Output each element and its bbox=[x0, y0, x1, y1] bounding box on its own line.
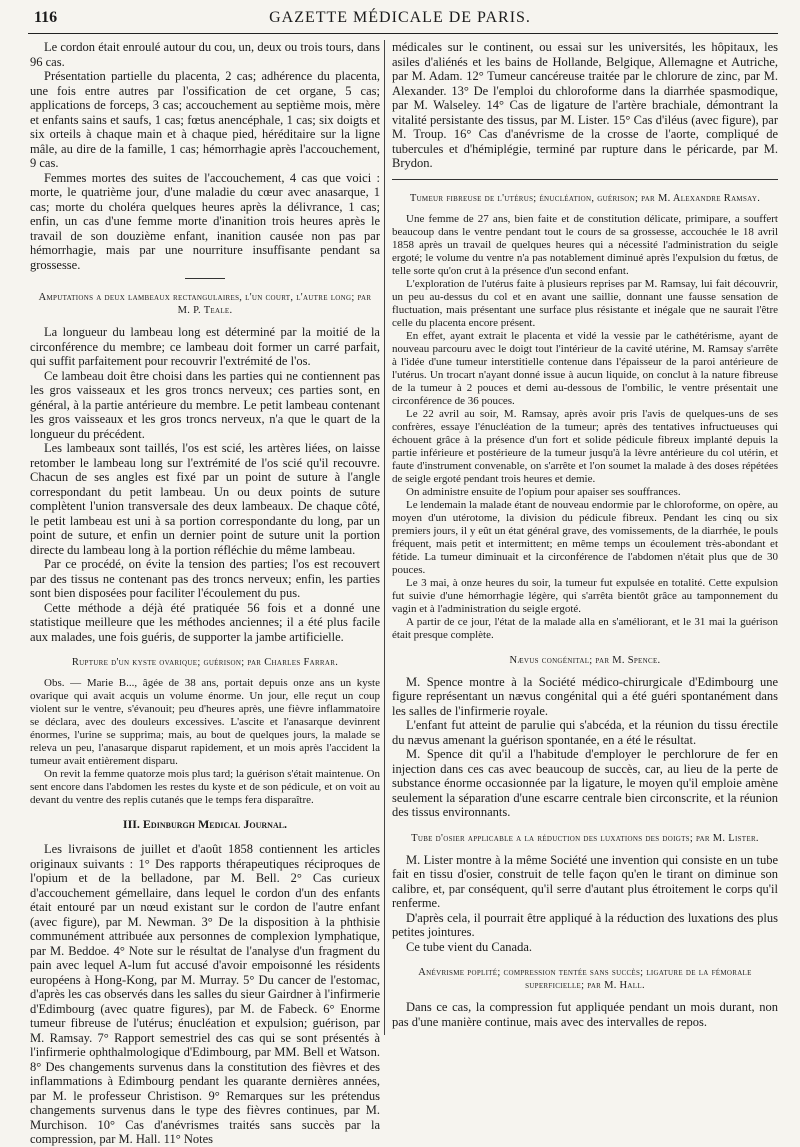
paragraph: Ce lambeau doit être choisi dans les parties qui ne contiennent pas les gros vaisseaux et les gros troncs nerveux; ces parties sont, en général, à la partie antérieure du membre. Le petit lambeau contenant les gros vaisseaux et les gros troncs nerveux, n'a que le quart de la longueur du précédent. bbox=[30, 368, 380, 441]
paragraph: Ce tube vient du Canada. bbox=[406, 939, 533, 954]
paragraph: On revit la femme quatorze mois plus tard; la guérison s'était maintenue. On sent encore dans l'abdomen les restes du kyste et de son pédicule, et on voit au devant du ventre des replis cutanés que le temps fera disparaître. bbox=[30, 768, 380, 806]
paragraph: D'après cela, il pourrait être appliqué à la réduction des luxations des plus petites jointures. bbox=[392, 910, 778, 939]
article-heading-naevus: Nævus congénital; par M. Spence. bbox=[509, 654, 661, 666]
header-rule bbox=[28, 33, 778, 34]
right-column bbox=[392, 40, 778, 1030]
article-heading-amputations: Amputations a deux lambeaux rectangulaires, l'un court, l'autre long; par M. P. Teale. bbox=[38, 292, 372, 316]
journal-title: GAZETTE MÉDICALE DE PARIS. bbox=[269, 9, 531, 26]
page-number: 116 bbox=[34, 9, 58, 26]
paragraph: A partir de ce jour, l'état de la malade alla en s'améliorant, et le 31 mai la guérison était presque complète. bbox=[392, 615, 778, 641]
paragraph: En effet, ayant extrait le placenta et vidé la vessie par le cathétérisme, ayant de nouveau parcouru avec le doigt tout l'intérieur de la cavité utérine, M. Ramsay s'arrête à l'idée d'une tumeur interstitielle contenue dans l'épaisseur de la paroi antérieure de l'utérus. Un trocart n'ayant donné issue à aucun liquide, on conclut à la nature fibreuse de la tumeur à 2 pouces et demi au-dessous de l'ombilic, le ventre présentait une circonférence de 36 pouces. bbox=[392, 329, 778, 407]
paragraph: Présentation partielle du placenta, 2 cas; adhérence du placenta, une fois entre autres par l'ossification de cet organe, 5 cas; applications de forceps, 3 cas; accouchement au septième mois, mère et enfants sains et saufs, 1 cas; fœtus anencéphale, 1 cas; six doigts et six orteils à chaque main et à chaque pied, héréditaire sur la ligne mâle, au dire de la famille, 1 cas; hémorrhagie après l'accouchement, 9 cas. bbox=[30, 69, 380, 170]
paragraph: Les lambeaux sont taillés, l'os est scié, les artères liées, on laisse retomber le lambeau long sur l'extrémité de l'os scié qu'il recouvre. Chacun de ses angles est fixé par un point de suture à l'angle correspondant du petit lambeau. Un ou deux points de suture complètent l'union transversale des deux lambeaux. De chaque côté, le petit lambeau est uni à sa portion correspondante du long, par un point de suture, et enfin un dernier point de suture unit la portion directe du lambeau long à la portion réfléchie du même lambeau. bbox=[30, 441, 380, 557]
paragraph: Le 22 avril au soir, M. Ramsay, après avoir pris l'avis de quelques-uns de ses confrères, essaye l'énucléation de la tumeur; après des tentatives infructueuses qui échouent grâce à la présence d'un fort et solide pédicule fibreux implanté depuis la partie inférieure et postérieure de la tumeur jusqu'à la lèvre antérieure du col utérin, et faute d'instrument convenable, on s'arrête et l'on soumet la malade à des doses répétées de seigle ergoté pendant trois heures et demie. bbox=[392, 407, 778, 485]
paragraph: Les livraisons de juillet et d'août 1858 contiennent les articles originaux suivants : 1° Des rapports thérapeutiques réciproques de l'opium et de la belladone, par M. Bell. 2° Cas curieux d'accouchement gémellaire, dans lequel le cordon d'un des enfants était entouré par un nœud existant sur le cordon de l'autre enfant (avec figure), par M. Newman. 3° De la disposition à la phthisie communément attribuée aux personnes de complexion lymphatique, par M. Beddoe. 4° Note sur le résultat de l'analyse d'un fragment du pain avec lequel A-lum fut accusé d'avoir empoisonné les résidents européens à Hong-Kong, par M. Murray. 5° Du cancer de l'estomac, d'après les cas observés dans les salles du sieur Gairdner à l'infirmerie d'Edimbourg (avec quatre figures), par M. de Fabeck. 6° Enorme tumeur fibreuse de l'utérus; énucléation et expulsion; guérison, par M. Ramsay. 7° Rapport semestriel des cas qui se sont présentés à l'infirmerie ophthalmologique d'Edimbourg, par MM. Bell et Watson. 8° Des changements survenus dans la constitution des fièvres et des inflammations à Edimbourg pendant les quarante dernières années, par M. le professeur Christison. 9° Remarques sur les prétendus changements survenus dans le type des fièvres continues, par M. Murchison. 10° Cas d'anévrismes traités sans succès par la compression, par M. Hall. 11° Notes bbox=[30, 842, 380, 1146]
paragraph: Par ce procédé, on évite la tension des parties; l'os est recouvert par des tissus ne contenant pas des troncs nerveux; enfin, les parties sont bien disposées pour faciliter l'écoulement du pus. bbox=[30, 557, 380, 600]
paragraph: La longueur du lambeau long est déterminé par la moitié de la circonférence du membre; ce lambeau doit former un carré parfait, qui suffit parfaitement pour recouvrir l'extrémité de l'os. bbox=[30, 325, 380, 368]
running-head bbox=[0, 0, 800, 42]
paragraph: Femmes mortes des suites de l'accouchement, 4 cas que voici : morte, le quatrième jour, d'une maladie du cœur avec anasarque, 1 cas; morte du choléra quelques heures après la délivrance, 1 cas; enfin, un cas d'une femme morte d'inanition trois heures après le travail de son douzième enfant, inanition causée non pas par hémorrhagie, mais par une nourriture insuffisante pendant sa grossesse. bbox=[30, 170, 380, 272]
paragraph: L'exploration de l'utérus faite à plusieurs reprises par M. Ramsay, lui fait découvrir, un peu au-dessus du col et en avant une saillie, donnant une fausse sensation de fluctuation, mais présentant une surface plus résistante et inégale que ne saurait l'être celle du placenta encore présent. bbox=[392, 277, 778, 329]
paragraph: M. Lister montre à la même Société une invention qui consiste en un tube fait en tissu d'osier, construit de telle façon qu'en le tirant on diminue son calibre, et, par conséquent, qu'il serre d'autant plus étroitement le corps qu'il renferme. bbox=[392, 852, 778, 910]
paragraph: Cette méthode a déjà été pratiquée 56 fois et a donné une statistique meilleure que les méthodes anciennes; il a été plus facile aux malades, une fois guéris, de supporter la jambe artificielle. bbox=[30, 600, 380, 644]
left-column bbox=[30, 40, 380, 1146]
paragraph: Obs. — Marie B..., âgée de 38 ans, portait depuis onze ans un kyste ovarique qui avait acquis un volume énorme. Un jour, elle reçut un coup violent sur le ventre, s'évanouit; peu d'heures après, une fièvre inflammatoire se déclara, avec des douleurs excessives. L'ascite et l'anasarque devinrent énormes, l'urine se supprima; mais, au bout de quelques jours, la malade se releva un peu, l'anasarque disparut rapidement, et un mois après l'accident la tumeur avait entièrement disparu. bbox=[30, 677, 380, 767]
paragraph: M. Spence dit qu'il a l'habitude d'employer le perchlorure de fer en injection dans ces cas avec beaucoup de succès, car, au lieu de la perte de substance énorme occasionnée par la ligature, le moyen qu'il emploie amène seulement la séparation d'une escarre centrale bien circonscrite, et la réunion des tissus environnants. bbox=[392, 747, 778, 819]
paragraph: Le 3 mai, à onze heures du soir, la tumeur fut expulsée en totalité. Cette expulsion fut suivie d'une hémorrhagie légère, qui s'arrêta bientôt grâce au tamponnement du vagin et à l'administration du seigle ergoté. bbox=[392, 576, 778, 615]
paragraph: Le lendemain la malade étant de nouveau endormie par le chloroforme, on opère, au moyen d'un utérotome, la division du pédicule fibreux. Pendant les cinq ou six premiers jours, il y eût un état général grave, des vomissements, de la diarrhée, le pouls fréquent, mais petit et intermittent; en même temps un écoulement très-abondant et fétide. La tumeur diminuait et la circonférence de l'abdomen n'était plus que de 30 pouces. bbox=[392, 498, 778, 576]
section-heading-edinburgh: III. Edinburgh Medical Journal. bbox=[122, 817, 288, 831]
paragraph: médicales sur le continent, ou essai sur les universités, les hôpitaux, les asiles d'aliénés et les bains de Hollande, Belgique, Allemagne et Autriche, par M. Adam. 12° Tumeur cancéreuse traitée par le chlorure de zinc, par M. Alexander. 13° De l'emploi du chloroforme dans la diarrhée spasmodique, par M. Walseley. 14° Cas de ligature de l'artère brachiale, démontrant la vitalité persistante des tissus, par M. Lister. 15° Cas d'iléus (avec figure), par M. Troup. 16° Cas d'anévrisme de la crosse de l'aorte, compliqué de tubercules et d'hémiplégie, terminé par rupture dans le péricarde, par M. Brydon. bbox=[392, 40, 778, 170]
paragraph: Une femme de 27 ans, bien faite et de constitution délicate, primipare, a souffert beaucoup dans le ventre pendant tout le cours de sa grossesse, accouchée le 18 avril 1858 après un travail de quelques heures qui a nécessité l'administration du seigle ergoté; le volume du ventre n'a pas notablement diminué après l'expulsion du fœtus, de telle sorte qu'on crut à la présence d'un second enfant. bbox=[392, 212, 778, 277]
column-divider bbox=[384, 40, 385, 1035]
paragraph: Dans ce cas, la compression fut appliquée pendant un mois durant, non pas d'une manière continue, mais avec des intervalles de repos. bbox=[392, 1000, 778, 1029]
article-heading-tube: Tube d'osier applicable a la réduction des luxations des doigts; par M. Lister. bbox=[411, 832, 759, 844]
article-heading-rupture: Rupture d'un kyste ovarique; guérison; par Charles Farrar. bbox=[71, 657, 339, 668]
paragraph: M. Spence montre à la Société médico-chirurgicale d'Edimbourg une figure représentant un nævus congénital qui a été guéri spontanément dans les salles de l'infirmerie royale. bbox=[392, 674, 778, 718]
article-heading-tumeur: Tumeur fibreuse de l'utérus; énucléation, guérison; par M. Alexandre Ramsay. bbox=[409, 192, 761, 204]
paragraph: L'enfant fut atteint de parulie qui s'abcéda, et la réunion du tissu érectile du nævus amenant la guérison spontanée, en a été le résultat. bbox=[392, 718, 778, 747]
divider bbox=[185, 278, 225, 279]
article-heading-anevrisme: Anévrisme poplité; compression tentée sans succès; ligature de la fémorale superficielle; par M. Hall. bbox=[418, 967, 752, 991]
divider bbox=[392, 179, 778, 180]
paragraph: Le cordon était enroulé autour du cou, un, deux ou trois tours, dans 96 cas. bbox=[30, 40, 380, 69]
paragraph: On administre ensuite de l'opium pour apaiser ses souffrances. bbox=[406, 485, 681, 498]
